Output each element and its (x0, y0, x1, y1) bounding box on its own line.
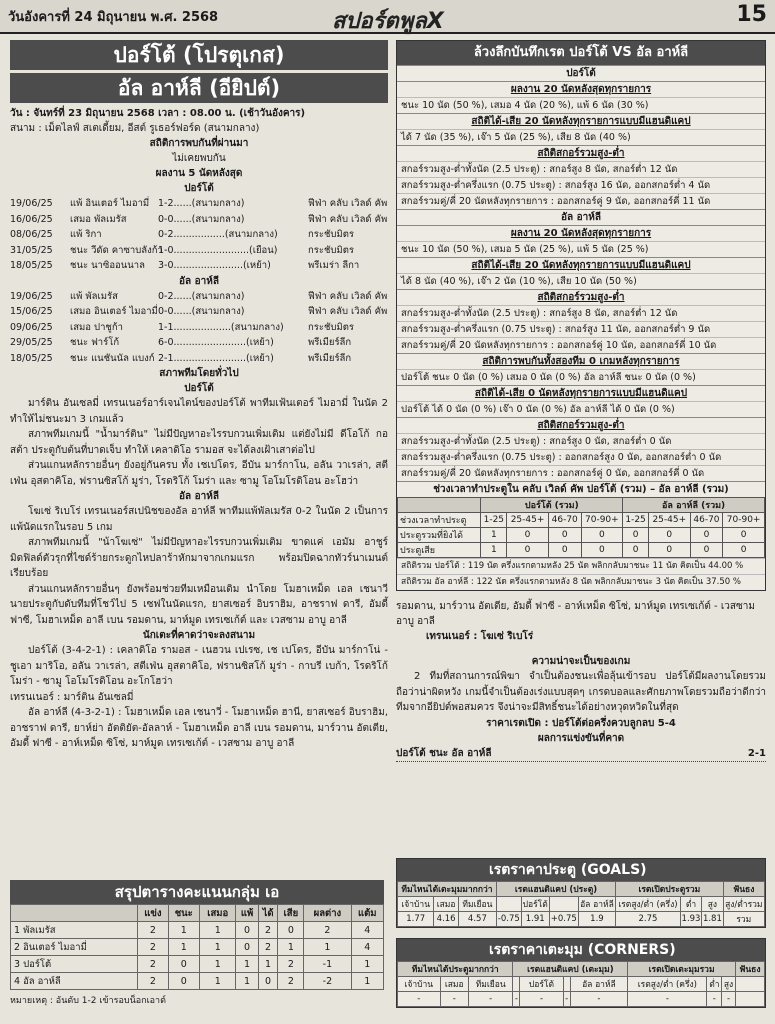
odds-sub-row (398, 897, 765, 912)
odds-value: -0.75 (496, 912, 521, 927)
stats-title: ล้วงลึกบันทึกเรต ปอร์โต้ VS อัล อาห์ลี (397, 41, 765, 65)
standings-cell: 4 (351, 922, 383, 939)
standings-cell: 1 (200, 973, 236, 990)
away-coach: เทรนเนอร์ : โฆเซ่ ริเบโร่ (426, 631, 534, 642)
standings-box (10, 880, 384, 1007)
goal-time-cell: 1 (481, 543, 507, 558)
standings-cell: 2 (304, 922, 351, 939)
odds-group-head: เรตแฮนดิแคป (เตะมุม) (513, 962, 628, 977)
result-competition: พรีเมร่า ลีกา (308, 260, 360, 271)
over-under-title: สถิติสกอร์รวมสูง-ต่ำ (397, 145, 765, 161)
goal-time-cell: 70-90+ (581, 513, 623, 528)
odds-sub-head: เจ้าบ้าน (398, 977, 441, 992)
goal-time-cell: 0 (581, 543, 623, 558)
odds-group-head: เรตแฮนดิแคป (ประตู) (496, 882, 615, 897)
goals-odds-box (396, 858, 766, 928)
result-row (10, 304, 388, 320)
goal-time-cell: 1-25 (623, 513, 649, 528)
goal-time-row (398, 513, 765, 528)
issue-date: วันอังคารที่ 24 มิถุนายน พ.ศ. 2568 (8, 10, 219, 25)
standings-cell: 2 (138, 956, 168, 973)
goal-time-label: ประตูเสีย (398, 543, 481, 558)
goals-odds-table (397, 881, 765, 927)
result-row (10, 258, 388, 274)
standings-title: สรุปตารางคะแนนกลุ่ม เอ (10, 880, 384, 904)
goal-time-cell: 0 (648, 528, 690, 543)
news-home-p2: สภาพทีมเกมนี้ "น้ำมาร์ติน" ไม่มีปัญหาอะไรรบกวนเพิ่มเติม แต่ยังไม่มี ดีโอโก้ กอสต้า ประตูกับต้นที่บาดเจ็บ ทำให้ เคลาดิโอ รามอส จะได้ลงเฝ้าเสาต่อไป (10, 429, 388, 456)
goal-time-cell: 25-45+ (648, 513, 690, 528)
odds-sub-head: สูง/ต่ำรวม (723, 897, 764, 912)
match-time: วัน : จันทร์ที่ 23 มิถุนายน 2568 เวลา : 08.00 น. (เช้าวันอังคาร) (10, 108, 306, 119)
standings-cell: 1 (200, 939, 236, 956)
odds-group-head: ทีมไหนได้เตะมุมมากกว่า (398, 882, 497, 897)
stats-box (396, 40, 766, 591)
odds-sub-head: ต่ำ (707, 977, 722, 992)
result-team: แพ้ ริกา (70, 229, 102, 240)
goal-time-note-2: สถิติรวม อัล อาห์ลี : 122 นัด ครึ่งแรกตามหลัง 8 นัด พลิกกลับมาชนะ 3 นัด คิดเป็น 37.50 % (397, 574, 765, 590)
result-row (10, 289, 388, 305)
away-lineup: อัล อาห์ลี (4-3-2-1) : โมฮาเหม็ด เอล เชนาวี่ - โมฮาเหม็ด ฮานี, ยาสเซอร์ อิบราฮิม, อาชราฟ ดารี, ยาห์ย่า อัตติยัต-อัลลาห์ - โมฮาเหม็ด อาลี เบน รอมดาน, มาร์วาน อัตเตีย, อัมดี้ ฟาซี - อาห์เหม็ด ซิโซ่, มาห์มูด เทรเซเก้ต์ - เวสซาม อาบู อาลี (10, 707, 388, 749)
odds-sub-head: เสมอ (434, 897, 458, 912)
record-title: ผลงาน 20 นัดหลังสุดทุกรายการ (397, 225, 765, 241)
standings-cell: 4 อัล อาห์ลี (11, 973, 138, 990)
result-competition: กระชับมิตร (308, 229, 354, 240)
standings-cell: 1 (351, 973, 383, 990)
goal-time-label: ช่วงเวลาทำประตู (398, 513, 481, 528)
odds-group-head: เรตเปิดเตะมุมรวม (628, 962, 736, 977)
standings-cell: 2 (138, 973, 168, 990)
result-row (10, 243, 388, 259)
odds-value: - (722, 992, 736, 1007)
news-away-p1: โฆเซ่ ริเบโร่ เทรนเนอร์สเปนิชของอัล อาห์ลี พาทีมแพ้พัลเมรัส 0-2 ในนัด 2 เป็นการแพ้นัดแรกในรอบ 5 เกม (10, 506, 388, 533)
result-row (10, 351, 388, 367)
goal-time-note-1: สถิติรวม ปอร์โต้ : 119 นัด ครึ่งแรกตามหลัง 25 นัด พลิกกลับมาชนะ 11 นัด คิดเป็น 44.00 % (397, 558, 765, 574)
odds-sub-head (563, 977, 570, 992)
odds-value: - (398, 992, 441, 1007)
odds-value: - (468, 992, 513, 1007)
result-team: แพ้ พัลเมรัส (70, 290, 118, 302)
odds-sub-head: เสมอ (440, 977, 468, 992)
odds-sub-head: สูง (722, 977, 736, 992)
goal-time-row (398, 543, 765, 558)
standings-header: แต้ม (351, 905, 383, 922)
news-home-p3: ส่วนแกนหลักรายอื่นๆ ยังอยู่กันครบ ทั้ง เชเปโดร, อีบัน มาร์กาโน, อลัน วาเรล่า, สตีเฟ่น อุสตาคิโอ, ฟรานซิสโก้ มูร่า, โรดริโก้ โมร่า และ ซามู โอโมโรดิโอน อะโฮว่า (10, 460, 388, 487)
goal-time-cell: 0 (507, 528, 549, 543)
odds-sub-head: เรตสูง/ต่ำ (ครึ่ง) (628, 977, 707, 992)
result-score: 1-0.........................(เยือน) (158, 244, 278, 256)
result-competition: กระชับมิตร (308, 321, 354, 333)
result-team: เสมอ ปาชูก้า (70, 321, 123, 333)
goal-time-cell: 1-25 (481, 513, 507, 528)
standings-row (11, 939, 384, 956)
match-preview-column (10, 40, 388, 749)
result-date: 19/06/25 (10, 198, 53, 209)
standings-header: แพ้ (236, 905, 258, 922)
result-team: ชนะ แนชันนัล แบงก์ (70, 352, 155, 364)
standings-note: หมายเหตุ : อันดับ 1-2 เข้ารอบน็อกเอาต์ (10, 996, 166, 1006)
last5-title: ผลงาน 5 นัดหลังสุด (155, 168, 243, 179)
standings-cell: 2 (278, 973, 304, 990)
goal-time-label: ประตูรวมที่ยิงได้ (398, 528, 481, 543)
odds-sub-head: ปอร์โต้ (520, 977, 564, 992)
stats-team-name: ปอร์โต้ (397, 65, 765, 81)
standings-header: ชนะ (168, 905, 200, 922)
stats-column (396, 40, 766, 762)
corners-odds-title: เรตราคาเตะมุม (CORNERS) (397, 939, 765, 961)
standings-cell: 0 (236, 939, 258, 956)
standings-cell: 1 (236, 973, 258, 990)
result-date: 19/06/25 (10, 290, 53, 302)
odds-value-row (398, 992, 765, 1007)
standings-cell: 0 (168, 973, 200, 990)
odds-sub-head (496, 897, 521, 912)
standings-row (11, 922, 384, 939)
away-banner: อัล อาห์ลี (อียิปต์) (10, 73, 388, 103)
handicap-line: ได้ 7 นัด (35 %), เจ๊า 5 นัด (25 %), เสีย 8 นัด (40 %) (397, 129, 765, 145)
over-under-line: สกอร์รวมสูง-ต่ำครึ่งแรก (0.75 ประตู) : สกอร์สูง 11 นัด, ออกสกอร์ต่ำ 9 นัด (397, 321, 765, 337)
odds-value: 1.91 (521, 912, 549, 927)
result-score: 1-2......(สนามกลาง) (158, 198, 245, 209)
news-away-p3: ส่วนแกนหลักรายอื่นๆ ยังพร้อมช่วยทีมเหมือนเดิม นำโดย โมฮาเหม็ด เอล เชนาวี นายประตูกับดับทีมที่โชว์ไป 5 เซฟในนัดแรก, ยาสเซอร์ อิบราฮิม, อาชราฟ ดารี, อัมดี้ ฟาซี, โมฮาเหม็ด อาลี เบน รอมดาน, มาห์มูด เทรเซเก้ต์ และ เวสซาม อาบู อาลี (10, 583, 388, 626)
record-line: ชนะ 10 นัด (50 %), เสมอ 5 นัด (25 %), แพ้ 5 นัด (25 %) (397, 241, 765, 257)
result-date: 29/05/25 (10, 337, 53, 348)
odds-sub-head (513, 977, 520, 992)
goal-time-cell: 0 (623, 528, 649, 543)
odds-value: รวม (723, 912, 764, 927)
standings-cell: 3 ปอร์โต้ (11, 956, 138, 973)
goal-time-cell: 0 (548, 528, 581, 543)
standings-cell: 1 (236, 956, 258, 973)
standings-row (11, 956, 384, 973)
standings-cell: -1 (304, 956, 351, 973)
result-row (10, 227, 388, 243)
result-competition: กระชับมิตร (308, 244, 354, 256)
over-under-title: สถิติสกอร์รวมสูง-ต่ำ (397, 289, 765, 305)
away-results-title: อัล อาห์ลี (179, 275, 219, 287)
goal-time-away-head: อัล อาห์ลี (รวม) (623, 498, 765, 513)
chance-title: ความน่าจะเป็นของเกม (531, 656, 631, 667)
stats-sections (397, 65, 765, 353)
odds-sub-head: เรตสูง/ต่ำ (ครึ่ง) (616, 897, 681, 912)
result-competition: ฟีฟ่า คลับ เวิลด์ คัพ (308, 198, 388, 209)
odds-group-head: ฟันธง (735, 962, 764, 977)
goal-time-cell: 46-70 (548, 513, 581, 528)
result-date: 09/06/25 (10, 321, 53, 333)
home-results-title: ปอร์โต้ (184, 183, 214, 194)
standings-cell: -2 (304, 973, 351, 990)
corners-odds-box (396, 938, 766, 1008)
goal-time-title: ช่วงเวลาทำประตูใน คลับ เวิลด์ คัพ ปอร์โต้ (รวม) – อัล อาห์ลี (รวม) (397, 481, 765, 497)
result-competition: ฟีฟ่า คลับ เวิลด์ คัพ (308, 306, 388, 317)
result-team: ชนะ ฟาร์โก้ (70, 337, 120, 348)
goal-time-table (397, 497, 765, 558)
result-row (10, 335, 388, 351)
goals-odds-title: เรตราคาประตู (GOALS) (397, 859, 765, 881)
away-results-list (10, 289, 388, 367)
h2h-ou-title: สถิติสกอร์รวมสูง-ต่ำ (397, 417, 765, 433)
standings-cell: 4 (351, 939, 383, 956)
standings-cell: 2 (258, 922, 278, 939)
goal-time-cell: 0 (581, 528, 623, 543)
news-away-p2: สภาพทีมเกมนี้ "น้าโฆเซ่" ไม่มีปัญหาอะไรรบกวนเพิ่มเติม ขาดแค่ เอมัม อาชูร์ มิดฟิลด์ตัวรุกที่ไซด์ร้ายกระดูกไหปลาร้าหักมาจากเกมแรก พร้อมปิดฉากทัวร์นาเมนต์เรียบร้อย (10, 537, 388, 579)
odds-value: - (440, 992, 468, 1007)
over-under-line: สกอร์รวมคู่/คี่ 20 นัดหลังทุกรายการ : ออกสกอร์คู่ 9 นัด, ออกสกอร์คี่ 11 นัด (397, 193, 765, 209)
odds-value: +0.75 (549, 912, 578, 927)
result-competition: ฟีฟ่า คลับ เวิลด์ คัพ (308, 290, 388, 302)
corners-odds-table (397, 961, 765, 1007)
prediction-row (396, 746, 766, 762)
standings-cell: 1 (304, 939, 351, 956)
result-score: 0-2.................(สนามกลาง) (158, 229, 278, 240)
goal-time-cell: 0 (623, 543, 649, 558)
home-banner: ปอร์โต้ (โปรตุเกส) (10, 40, 388, 70)
odds-value: 4.16 (434, 912, 458, 927)
odds-open: ราคาเรตเปิด : ปอร์โต้ต่อครึ่งควบลูกลบ 5-4 (486, 717, 676, 729)
standings-cell: 2 (138, 939, 168, 956)
odds-value: 1.9 (578, 912, 615, 927)
odds-value: - (513, 992, 520, 1007)
goal-time-cell: 0 (507, 543, 549, 558)
result-competition: พรีเมียร์ลีก (308, 337, 352, 348)
odds-value-row (398, 912, 765, 927)
standings-cell: 1 พัลเมรัส (11, 922, 138, 939)
h2h-stats-title: สถิติการพบกันทั้งสองทีม 0 เกมหลังทุกรายการ (397, 353, 765, 369)
odds-group-head: เรตเปิดประตูรวม (616, 882, 724, 897)
odds-value (735, 992, 764, 1007)
odds-value: - (520, 992, 564, 1007)
goal-time-cell: 70-90+ (723, 513, 765, 528)
standings-cell: 1 (200, 956, 236, 973)
standings-cell: 1 (278, 939, 304, 956)
standings-cell: 0 (168, 956, 200, 973)
over-under-line: สกอร์รวมสูง-ต่ำทั้งนัด (2.5 ประตู) : สกอร์สูง 8 นัด, สกอร์ต่ำ 12 นัด (397, 305, 765, 321)
odds-group-row (398, 962, 765, 977)
prediction-score: 2-1 (747, 747, 766, 759)
standings-cell: 2 อินเตอร์ ไมอามี่ (11, 939, 138, 956)
standings-row (11, 973, 384, 990)
odds-group-head: ทีมไหนได้ประตูมากกว่า (398, 962, 513, 977)
odds-value: 2.75 (616, 912, 681, 927)
page-number: 15 (736, 2, 767, 27)
goal-time-cell: 25-45+ (507, 513, 549, 528)
h2h-ou-3: สกอร์รวมคู่/คี่ 20 นัดหลังทุกรายการ : ออกสกอร์คู่ 0 นัด, ออกสกอร์คี่ 0 นัด (397, 465, 765, 481)
result-team: เสมอ อินเตอร์ ไมอามี่ (70, 306, 158, 317)
odds-group-head: ฟันธง (723, 882, 764, 897)
h2h-hcp-title: สถิติได้-เสีย 0 นัดหลังทุกรายการแบบมีแฮนดิแคป (397, 385, 765, 401)
odds-sub-head: ทีมเยือน (468, 977, 513, 992)
standings-header: แข่ง (138, 905, 168, 922)
goal-time-cell: 0 (548, 543, 581, 558)
odds-value: - (570, 992, 628, 1007)
odds-sub-head (549, 897, 578, 912)
page-header (0, 0, 775, 34)
odds-sub-head: อัล อาห์ลี (570, 977, 628, 992)
result-competition: ฟีฟ่า คลับ เวิลด์ คัพ (308, 213, 388, 225)
handicap-title: สถิติได้-เสีย 20 นัดหลังทุกรายการแบบมีแฮนดิแคป (397, 113, 765, 129)
standings-header: เสีย (278, 905, 304, 922)
result-score: 0-2......(สนามกลาง) (158, 290, 245, 302)
standings-cell: 1 (168, 922, 200, 939)
standings-cell: 0 (236, 922, 258, 939)
result-competition: พรีเมียร์ลีก (308, 352, 352, 364)
result-date: 18/05/25 (10, 352, 53, 364)
result-score: 6-0........................(เหย้า) (158, 337, 274, 348)
goal-time-cell: 0 (690, 528, 723, 543)
h2h-text: ไม่เคยพบกัน (172, 153, 226, 164)
result-row (10, 320, 388, 336)
standings-cell: 2 (258, 939, 278, 956)
match-venue: สนาม : เม็ตไลฟ์ สเตเดี้ยม, อีสต์ รูเธอร์ฟอร์ด (สนามกลาง) (10, 123, 260, 134)
result-row (10, 196, 388, 212)
standings-cell: 1 (258, 956, 278, 973)
h2h-title: สถิติการพบกันที่ผ่านมา (149, 138, 249, 149)
standings-header (11, 905, 138, 922)
result-score: 3-0.......................(เหย้า) (158, 260, 271, 271)
odds-sub-row (398, 977, 765, 992)
result-team: แพ้ อินเตอร์ ไมอามี่ (70, 198, 150, 209)
odds-value: 1.77 (398, 912, 434, 927)
record-line: ชนะ 10 นัด (50 %), เสมอ 4 นัด (20 %), แพ้ 6 นัด (30 %) (397, 97, 765, 113)
goal-time-cell: 0 (723, 528, 765, 543)
result-date: 18/05/25 (10, 260, 53, 271)
standings-header: เสมอ (200, 905, 236, 922)
chance-text: 2 ทีมที่สถานการณ์พิฆา จำเป็นต้องชนะเพื่อลุ้นเข้ารอบ ปอร์โต้มีผลงานโดยรวมถือว่าน่าผิดหวัง เกมนี้จำเป็นต้องเร่งแบบสุดๆ เกรดบอลและศักยภาพโดยรวมถือว่าดีกว่าทีมจากอียิปต์พอสมควร จึงน่าจะมีสิทธิ์ชนะได้อย่างหวุดหวิดในที่สุด (396, 671, 766, 713)
goal-time-cell: 1 (481, 528, 507, 543)
result-date: 15/06/25 (10, 306, 53, 317)
record-title: ผลงาน 20 นัดหลังสุดทุกรายการ (397, 81, 765, 97)
over-under-line: สกอร์รวมสูง-ต่ำครึ่งแรก (0.75 ประตู) : สกอร์สูง 16 นัด, ออกสกอร์ต่ำ 4 นัด (397, 177, 765, 193)
result-team: เสมอ พัลเมรัส (70, 213, 127, 225)
h2h-ou-1: สกอร์รวมสูง-ต่ำทั้งนัด (2.5 ประตู) : สกอร์สูง 0 นัด, สกอร์ต่ำ 0 นัด (397, 433, 765, 449)
result-score: 0-0......(สนามกลาง) (158, 306, 245, 317)
odds-sub-head: เจ้าบ้าน (398, 897, 434, 912)
odds-value: - (628, 992, 707, 1007)
goal-time-cell: 46-70 (690, 513, 723, 528)
brand-logo: สปอร์ตพูลX (332, 9, 444, 34)
home-lineup: ปอร์โต้ (3-4-2-1) : เคลาดิโอ รามอส - เนฮวน เปเรซ, เช เปโดร, อีบัน มาร์กาโน่ - ชูเอา มาริโอ, อลัน วาเรล่า, สตีเฟ่น อุสตาคิโอ, ฟรานซิสโก้ มูร่า - กาบรี เบก้า, โรดริโก้ โมร่า - ซามู โอโมโรดิโอน อะโกโฮว่า (10, 645, 388, 687)
over-under-line: สกอร์รวมสูง-ต่ำทั้งนัด (2.5 ประตู) : สกอร์สูง 8 นัด, สกอร์ต่ำ 12 นัด (397, 161, 765, 177)
home-coach: เทรนเนอร์ : มาร์ติน อันเซลมี่ (10, 691, 134, 703)
odds-value: - (707, 992, 722, 1007)
odds-value: 4.57 (458, 912, 496, 927)
prediction-title: ผลการแข่งขันที่คาด (537, 732, 625, 744)
standings-cell: 2 (278, 956, 304, 973)
result-date: 31/05/25 (10, 244, 53, 256)
result-team: ชนะ วีดัด คาซาบลังก้า (70, 244, 163, 256)
result-score: 1-1...................(สนามกลาง) (158, 321, 284, 333)
odds-sub-head: ทีมเยือน (458, 897, 496, 912)
odds-sub-head: ปอร์โต้ (521, 897, 549, 912)
prediction-text: ปอร์โต้ ชนะ อัล อาห์ลี (396, 747, 492, 759)
odds-value: - (563, 992, 570, 1007)
standings-cell: 1 (168, 939, 200, 956)
result-date: 16/06/25 (10, 213, 53, 225)
result-score: 2-1........................(เหย้า) (158, 352, 274, 364)
news-away-title: อัล อาห์ลี (179, 491, 219, 502)
standings-table (10, 904, 384, 990)
odds-sub-head (735, 977, 764, 992)
standings-cell: 0 (258, 973, 278, 990)
standings-cell: 1 (200, 922, 236, 939)
odds-sub-head: สูง (702, 897, 723, 912)
result-date: 08/06/25 (10, 229, 53, 240)
lineup-continued: รอมดาน, มาร์วาน อัตเตีย, อัมดี้ ฟาซี - อาห์เหม็ด ซิโซ่, มาห์มูด เทรเซเก้ต์ - เวสซาม อาบู อาลี (396, 601, 755, 627)
goal-time-row (398, 528, 765, 543)
standings-header: ผลต่าง (304, 905, 351, 922)
over-under-line: สกอร์รวมคู่/คี่ 20 นัดหลังทุกรายการ : ออกสกอร์คู่ 10 นัด, ออกสกอร์คี่ 10 นัด (397, 337, 765, 353)
result-team: ชนะ นาซิออนนาล (70, 260, 145, 271)
goal-time-cell: 0 (723, 543, 765, 558)
home-results-list (10, 196, 388, 274)
odds-group-row (398, 882, 765, 897)
goal-time-cell: 0 (690, 543, 723, 558)
goal-time-cell: 0 (648, 543, 690, 558)
result-score: 0-0......(สนามกลาง) (158, 213, 245, 225)
odds-sub-head: อัล อาห์ลี (578, 897, 615, 912)
odds-value: 1.93 (680, 912, 701, 927)
standings-cell: 1 (351, 956, 383, 973)
standings-header: ได้ (258, 905, 278, 922)
h2h-stats: ปอร์โต้ ชนะ 0 นัด (0 %) เสมอ 0 นัด (0 %) อัล อาห์ลี ชนะ 0 นัด (0 %) (397, 369, 765, 385)
standings-cell: 0 (278, 922, 304, 939)
stats-team-name: อัล อาห์ลี (397, 209, 765, 225)
odds-value: 1.81 (702, 912, 723, 927)
news-home-p1: มาร์ติน อันเซลมี่ เทรนเนอร์อาร์เจนไตน์ของปอร์โต้ พาทีมเฟ้นเตอร์ ไมอามี่ ในนัด 2 ทำให้ไม่ชนะมา 3 เกมแล้ว (10, 398, 388, 425)
handicap-line: ได้ 8 นัด (40 %), เจ๊า 2 นัด (10 %), เสีย 10 นัด (50 %) (397, 273, 765, 289)
news-home-title: ปอร์โต้ (184, 383, 214, 394)
handicap-title: สถิติได้-เสีย 20 นัดหลังทุกรายการแบบมีแฮนดิแคป (397, 257, 765, 273)
goal-time-home-head: ปอร์โต้ (รวม) (481, 498, 623, 513)
lineup-title: นักเตะที่คาดว่าจะลงสนาม (142, 630, 256, 641)
result-row (10, 212, 388, 228)
standings-cell: 2 (138, 922, 168, 939)
goal-time-corner (398, 498, 481, 513)
odds-sub-head: ต่ำ (680, 897, 701, 912)
h2h-hcp: ปอร์โต้ ได้ 0 นัด (0 %) เจ๊า 0 นัด (0 %) อัล อาห์ลี ได้ 0 นัด (0 %) (397, 401, 765, 417)
h2h-ou-2: สกอร์รวมสูง-ต่ำครึ่งแรก (0.75 ประตู) : ออกสกอร์สูง 0 นัด, ออกสกอร์ต่ำ 0 นัด (397, 449, 765, 465)
news-title: สภาพทีมโดยทั่วไป (159, 368, 239, 379)
